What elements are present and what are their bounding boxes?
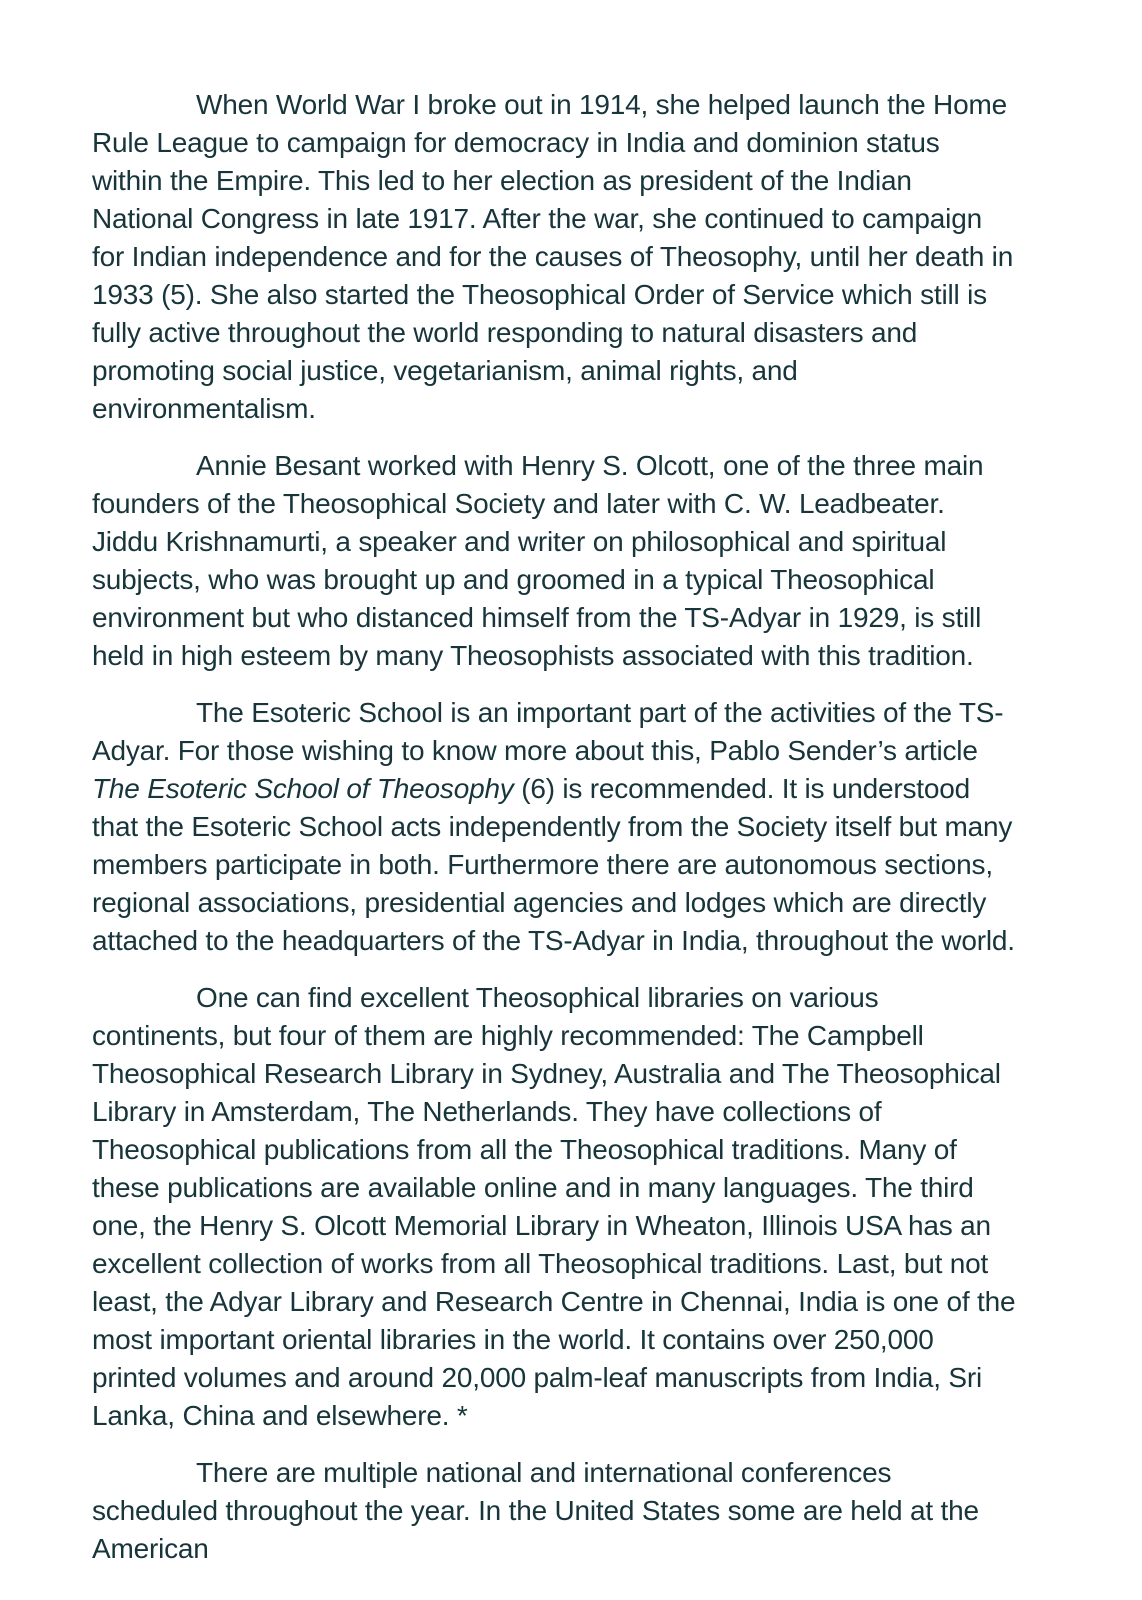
paragraph-conferences [92, 1454, 1016, 1568]
paragraph-text: The Esoteric School is an important part of the activities of the TS-Adyar. For those wishing to know more about this, Pablo Sender’s article [92, 697, 1004, 766]
paragraph-text: When World War I broke out in 1914, she helped launch the Home Rule League to campaign for democracy in India and dominion status within the Empire. This led to her election as president of the Indian National Congress in late 1917. After the war, she continued to campaign for Indian independence and for the causes of Theosophy, until her death in 1933 (5). She also started the Theosophical Order of Service which still is fully active throughout the world responding to natural disasters and promoting social justice, vegetarianism, animal rights, and environmentalism. [92, 89, 1014, 424]
paragraph-text: Annie Besant worked with Henry S. Olcott, one of the three main founders of the Theosophical Society and later with C. W. Leadbeater. Jiddu Krishnamurti, a speaker and writer on philosophical and spiritual subjects, who was brought up and groomed in a typical Theosophical environment but who distanced himself from the TS-Adyar in 1929, is still held in high esteem by many Theosophists associated with this tradition. [92, 450, 984, 671]
paragraph-libraries [92, 979, 1016, 1435]
paragraph-text: One can find excellent Theosophical libraries on various continents, but four of them are highly recommended: The Campbell Theosophical Research Library in Sydney, Australia and The Theosophical Library in Amsterdam, The Netherlands. They have collections of Theosophical publications from all the Theosophical traditions. Many of these publications are available online and in many languages. The third one, the Henry S. Olcott Memorial Library in Wheaton, Illinois USA has an excellent collection of works from all Theosophical traditions. Last, but not least, the Adyar Library and Research Centre in Chennai, India is one of the most important oriental libraries in the world. It contains over 250,000 printed volumes and around 20,000 palm-leaf manuscripts from India, Sri Lanka, China and elsewhere. * [92, 982, 1016, 1431]
paragraph-annie-besant [92, 447, 1016, 675]
article-title-italic: The Esoteric School of Theosophy [92, 773, 514, 804]
paragraph-text: (6) is recommended. It is understood that the Esoteric School acts independently from the Society itself but many members participate in both. Furthermore there are autonomous sections, regional associations, presidential agencies and lodges which are directly attached to the headquarters of the TS-Adyar in India, throughout the world. [92, 773, 1015, 956]
document-text-block [92, 86, 1016, 1587]
paragraph-text: There are multiple national and international conferences scheduled throughout the year. In the United States some are held at the American [92, 1457, 979, 1564]
paragraph-esoteric-school [92, 694, 1016, 960]
paragraph-world-war [92, 86, 1016, 428]
